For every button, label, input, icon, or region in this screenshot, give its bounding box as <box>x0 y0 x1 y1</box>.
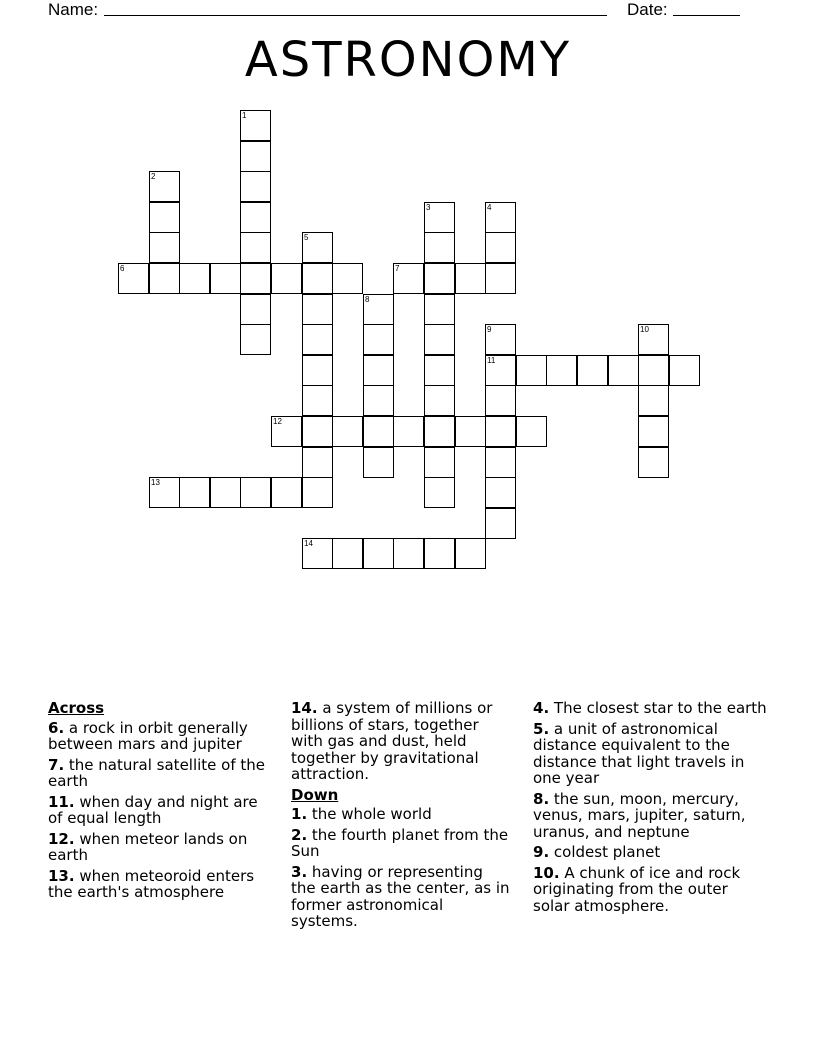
clue-number-label: 3 <box>426 203 431 212</box>
clue-6 <box>48 720 273 753</box>
across-clue-list <box>48 720 273 901</box>
grid-cell[interactable] <box>638 447 669 478</box>
clue-text: having or representing the earth as the center, as in former astronomical systems. <box>291 862 510 930</box>
grid-cell[interactable] <box>638 355 669 386</box>
clue-text: The closest star to the earth <box>549 699 767 717</box>
clue-1 <box>291 806 511 823</box>
clue-number-label: 13 <box>151 478 160 487</box>
clue-number: 10 <box>533 863 554 882</box>
grid-cell[interactable] <box>393 416 424 447</box>
clue-text: when meteor lands on earth <box>48 829 248 864</box>
clue-number-label: 6 <box>120 264 125 273</box>
grid-cell-7[interactable] <box>393 263 424 294</box>
grid-cell-14[interactable] <box>302 538 333 569</box>
clue-column-3 <box>533 700 768 918</box>
clue-number: 13 <box>48 866 69 885</box>
grid-cell[interactable] <box>516 416 547 447</box>
clue-9 <box>533 844 768 861</box>
grid-cell[interactable] <box>424 294 455 325</box>
grid-cell[interactable] <box>424 538 455 569</box>
grid-cell[interactable] <box>179 263 210 294</box>
clue-number-dot: . <box>68 829 75 848</box>
grid-cell[interactable] <box>363 355 394 386</box>
clue-number-dot: . <box>543 719 550 738</box>
clue-number: 7 <box>48 755 59 774</box>
down-clue-list-continued <box>533 700 768 914</box>
down-clue-list <box>291 806 511 930</box>
clue-text: the whole world <box>307 805 432 823</box>
grid-cell[interactable] <box>302 416 333 447</box>
grid-cell-4[interactable] <box>485 202 516 233</box>
clue-number-dot: . <box>301 862 308 881</box>
clue-number-label: 4 <box>487 203 492 212</box>
grid-cell[interactable] <box>240 263 271 294</box>
grid-cell-11[interactable] <box>485 355 516 386</box>
clue-text: the sun, moon, mercury, venus, mars, jupiter, saturn, uranus, and neptune <box>533 789 746 841</box>
clue-number-dot: . <box>543 789 550 808</box>
clue-number: 3 <box>291 862 302 881</box>
clue-5 <box>533 721 768 787</box>
grid-cell[interactable] <box>240 141 271 172</box>
clue-number-dot: . <box>543 699 550 717</box>
clue-7 <box>48 757 273 790</box>
clue-column-1 <box>48 700 273 905</box>
grid-cell-12[interactable] <box>271 416 302 447</box>
grid-cell[interactable] <box>485 447 516 478</box>
grid-cell[interactable] <box>455 416 486 447</box>
clue-number: 8 <box>533 789 544 808</box>
clue-number: 9 <box>533 843 544 861</box>
grid-cell[interactable] <box>485 416 516 447</box>
clue-number-dot: . <box>543 843 550 861</box>
grid-cell[interactable] <box>485 385 516 416</box>
grid-cell[interactable] <box>669 355 700 386</box>
grid-cell[interactable] <box>240 202 271 233</box>
grid-cell-3[interactable] <box>424 202 455 233</box>
clue-number-dot: . <box>553 863 560 882</box>
across-clue-list-continued <box>291 700 511 783</box>
clue-number-label: 7 <box>395 264 400 273</box>
grid-cell[interactable] <box>577 355 608 386</box>
grid-cell[interactable] <box>424 324 455 355</box>
grid-cell[interactable] <box>455 263 486 294</box>
grid-cell[interactable] <box>485 508 516 539</box>
grid-cell[interactable] <box>240 232 271 263</box>
clue-number-label: 8 <box>365 295 370 304</box>
clue-number-label: 12 <box>273 417 282 426</box>
grid-cell[interactable] <box>179 477 210 508</box>
grid-cell[interactable] <box>332 416 363 447</box>
grid-cell[interactable] <box>271 477 302 508</box>
clue-14 <box>291 700 511 783</box>
clue-2 <box>291 827 511 860</box>
clue-number: 12 <box>48 829 69 848</box>
clue-text: when day and night are of equal length <box>48 792 258 827</box>
clue-number: 4 <box>533 699 544 717</box>
clue-text: a rock in orbit generally between mars and jupiter <box>48 718 248 753</box>
grid-cell[interactable] <box>485 263 516 294</box>
grid-cell[interactable] <box>332 263 363 294</box>
grid-cell[interactable] <box>363 447 394 478</box>
clue-number: 11 <box>48 792 69 811</box>
grid-cell[interactable] <box>638 416 669 447</box>
clue-10 <box>533 865 768 915</box>
clue-text: the natural satellite of the earth <box>48 755 266 790</box>
clue-number-dot: . <box>68 792 75 811</box>
grid-cell[interactable] <box>546 355 577 386</box>
grid-cell[interactable] <box>332 538 363 569</box>
grid-cell[interactable] <box>424 263 455 294</box>
clue-text: when meteoroid enters the earth's atmosphere <box>48 866 255 901</box>
clue-3 <box>291 864 511 930</box>
grid-cell[interactable] <box>516 355 547 386</box>
grid-cell[interactable] <box>485 477 516 508</box>
clue-number-label: 9 <box>487 325 492 334</box>
clue-text: the fourth planet from the Sun <box>291 825 509 860</box>
clue-number-label: 1 <box>242 111 247 120</box>
grid-cell[interactable] <box>302 324 333 355</box>
grid-cell[interactable] <box>302 477 333 508</box>
name-label: Name: <box>48 0 99 19</box>
grid-cell-1[interactable] <box>240 110 271 141</box>
clue-number-label: 11 <box>487 356 496 365</box>
grid-cell-10[interactable] <box>638 324 669 355</box>
clue-number: 6 <box>48 718 59 737</box>
down-heading: Down <box>291 785 339 804</box>
clue-number-dot: . <box>301 825 308 844</box>
grid-cell[interactable] <box>363 416 394 447</box>
grid-cell[interactable] <box>638 385 669 416</box>
clue-number-label: 14 <box>304 539 313 548</box>
grid-cell[interactable] <box>240 477 271 508</box>
grid-cell[interactable] <box>485 232 516 263</box>
grid-cell[interactable] <box>424 232 455 263</box>
grid-cell[interactable] <box>424 355 455 386</box>
grid-cell[interactable] <box>271 263 302 294</box>
grid-cell-9[interactable] <box>485 324 516 355</box>
clue-number-label: 2 <box>151 172 156 181</box>
clue-number-label: 10 <box>640 325 649 334</box>
clue-number: 2 <box>291 825 302 844</box>
grid-cell[interactable] <box>424 385 455 416</box>
grid-cell[interactable] <box>240 324 271 355</box>
grid-cell[interactable] <box>424 477 455 508</box>
clue-number-label: 5 <box>304 233 309 242</box>
clue-12 <box>48 831 273 864</box>
clue-text: a system of millions or billions of stars, together with gas and dust, held together by gravitational attraction. <box>291 699 493 783</box>
puzzle-title: ASTRONOMY <box>244 32 572 88</box>
clue-text: a unit of astronomical distance equivalent to the distance that light travels in one year <box>533 719 745 787</box>
clue-number-dot: . <box>301 805 308 823</box>
grid-cell[interactable] <box>363 385 394 416</box>
clue-text: A chunk of ice and rock originating from the outer solar atmosphere. <box>533 863 741 915</box>
grid-cell[interactable] <box>302 263 333 294</box>
date-label: Date: <box>627 0 668 19</box>
grid-cell[interactable] <box>393 538 424 569</box>
clue-11 <box>48 794 273 827</box>
grid-cell[interactable] <box>363 324 394 355</box>
clue-text: coldest planet <box>549 843 661 861</box>
grid-cell[interactable] <box>455 538 486 569</box>
grid-cell[interactable] <box>149 263 180 294</box>
grid-cell[interactable] <box>424 447 455 478</box>
grid-cell-6[interactable] <box>118 263 149 294</box>
grid-cell-13[interactable] <box>149 477 180 508</box>
grid-cell[interactable] <box>424 416 455 447</box>
grid-cell[interactable] <box>363 538 394 569</box>
clue-number: 14 <box>291 699 312 717</box>
clue-number-dot: . <box>58 718 65 737</box>
grid-cell[interactable] <box>149 202 180 233</box>
clue-number: 1 <box>291 805 302 823</box>
clue-number-dot: . <box>58 755 65 774</box>
grid-cell[interactable] <box>210 477 241 508</box>
clue-number-dot: . <box>311 699 318 717</box>
grid-cell[interactable] <box>302 447 333 478</box>
grid-cell[interactable] <box>240 294 271 325</box>
clue-4 <box>533 700 768 717</box>
grid-cell-5[interactable] <box>302 232 333 263</box>
grid-cell[interactable] <box>240 171 271 202</box>
clue-8 <box>533 791 768 841</box>
grid-cell[interactable] <box>210 263 241 294</box>
grid-cell-8[interactable] <box>363 294 394 325</box>
clue-13 <box>48 868 273 901</box>
grid-cell[interactable] <box>302 294 333 325</box>
grid-cell-2[interactable] <box>149 171 180 202</box>
clue-number-dot: . <box>68 866 75 885</box>
across-heading: Across <box>48 699 105 717</box>
clue-number: 5 <box>533 719 544 738</box>
grid-cell[interactable] <box>608 355 639 386</box>
clue-column-2 <box>291 700 511 934</box>
grid-cell[interactable] <box>302 385 333 416</box>
grid-cell[interactable] <box>302 355 333 386</box>
grid-cell[interactable] <box>149 232 180 263</box>
